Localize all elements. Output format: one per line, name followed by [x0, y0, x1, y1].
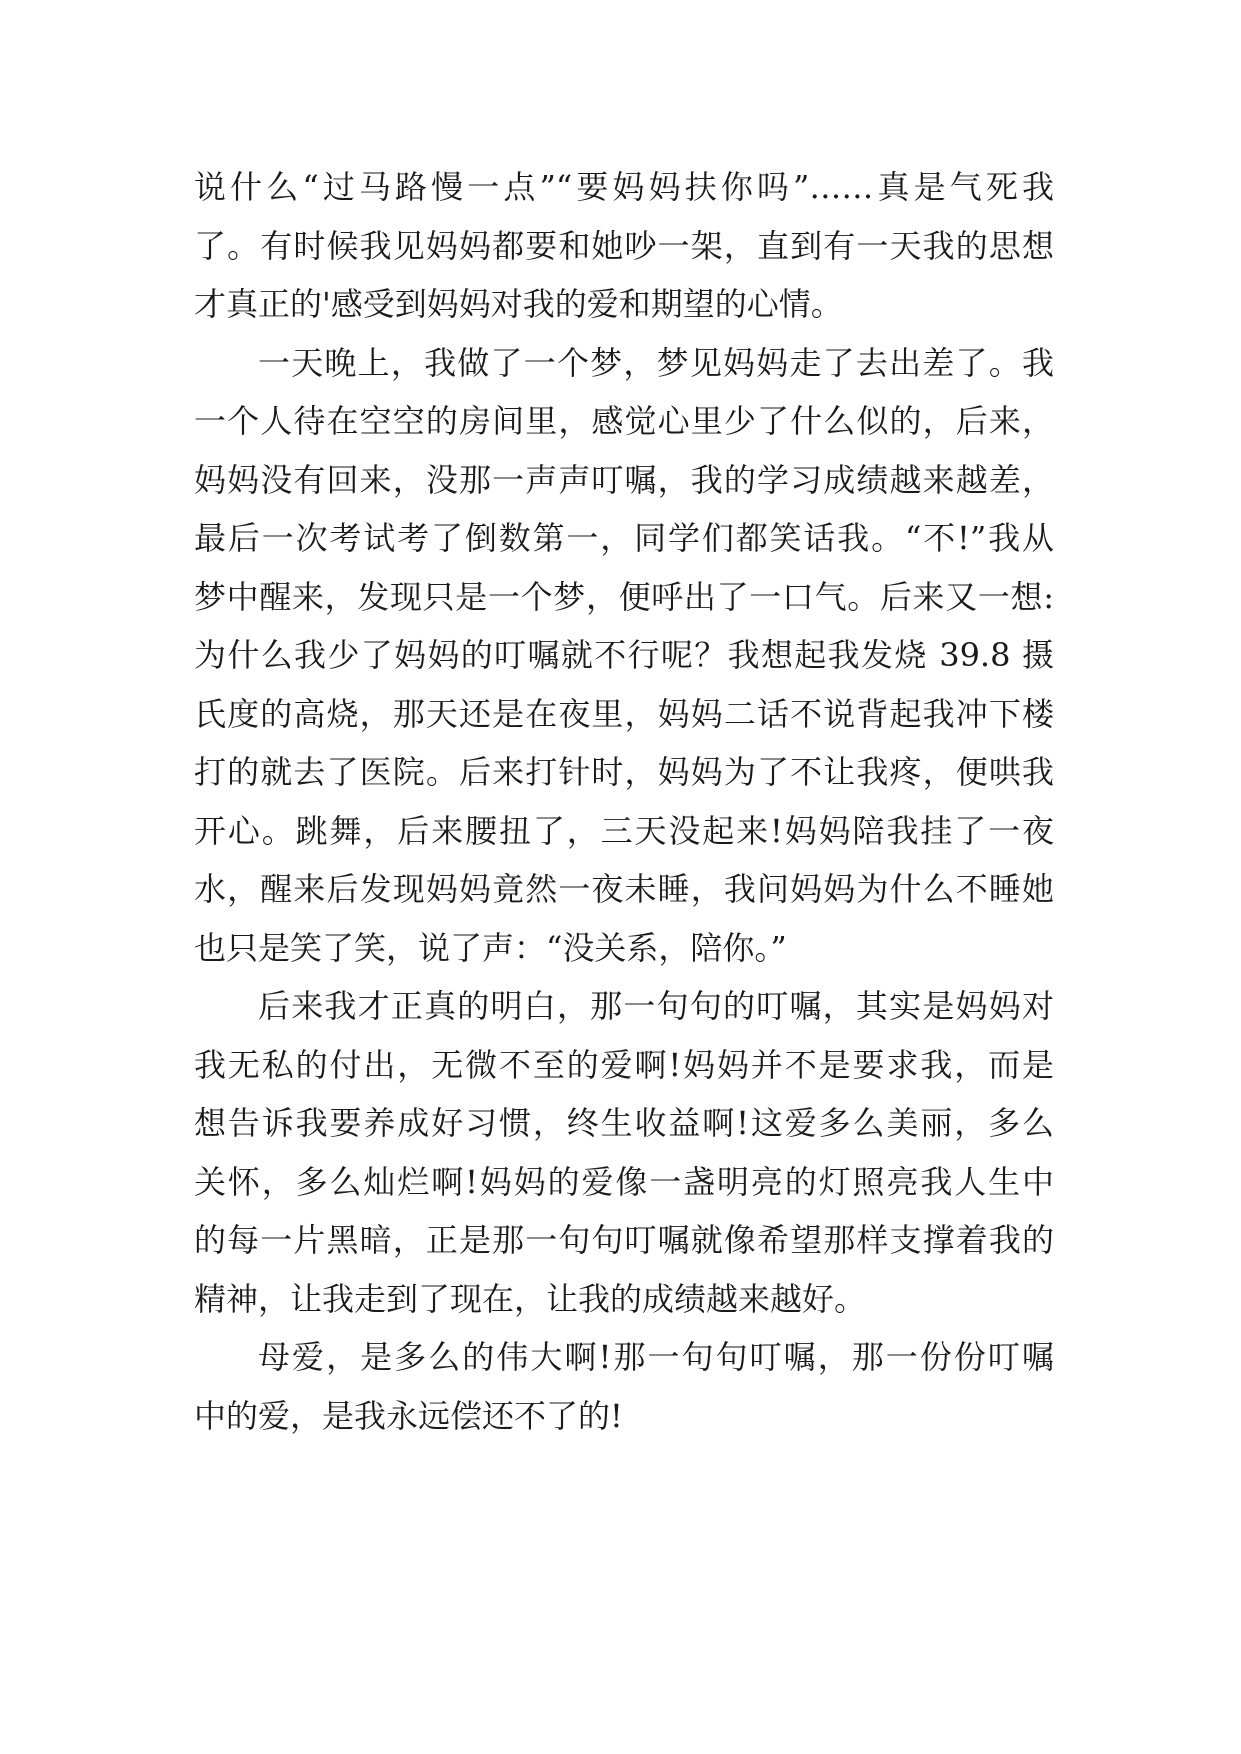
text-line: 打的就去了医院。后来打针时，妈妈为了不让我疼，便哄我: [194, 753, 1054, 791]
text-line: 想告诉我要养成好习惯，终生收益啊!这爱多么美丽，多么: [194, 1104, 1054, 1142]
text-line: 我无私的付出，无微不至的爱啊!妈妈并不是要求我，而是: [194, 1045, 1054, 1084]
text-line: 水，醒来后发现妈妈竟然一夜未睡，我问妈妈为什么不睡她: [194, 870, 1054, 908]
text-line: 的每一片黑暗，正是那一句句叮嘱就像希望那样支撑着我的: [194, 1221, 1054, 1259]
text-line: 关怀，多么灿烂啊!妈妈的爱像一盏明亮的灯照亮我人生中: [194, 1162, 1054, 1201]
paragraph-first-line: 后来我才正真的明白，那一句句的叮嘱，其实是妈妈对: [258, 987, 1054, 1025]
text-line: 开心。跳舞，后来腰扭了，三天没起来!妈妈陪我挂了一夜: [194, 811, 1054, 850]
text-line: 中的爱，是我永远偿还不了的!: [194, 1396, 623, 1435]
text-line: 为什么我少了妈妈的叮嘱就不行呢？我想起我发烧 39.8 摄: [194, 636, 1054, 674]
essay-body: [194, 158, 1054, 1445]
paragraph-first-line: 一天晚上，我做了一个梦，梦见妈妈走了去出差了。我: [258, 343, 1054, 382]
text-line: 了。有时候我见妈妈都要和她吵一架，直到有一天我的思想: [194, 226, 1054, 265]
paragraph-first-line: 母爱，是多么的伟大啊!那一句句叮嘱，那一份份叮嘱: [258, 1338, 1054, 1376]
text-line: 最后一次考试考了倒数第一，同学们都笑话我。“不!”我从: [194, 519, 1054, 557]
text-line: 才真正的'感受到妈妈对我的爱和期望的心情。: [194, 285, 843, 323]
text-line: 说什么“过马路慢一点”“要妈妈扶你吗”……真是气死我: [194, 168, 1054, 206]
text-line: 也只是笑了笑，说了声：“没关系，陪你。”: [194, 928, 787, 967]
text-line: 氏度的高烧，那天还是在夜里，妈妈二话不说背起我冲下楼: [194, 694, 1054, 733]
text-line: 梦中醒来，发现只是一个梦，便呼出了一口气。后来又一想:: [194, 577, 1054, 616]
text-line: 精神，让我走到了现在，让我的成绩越来越好。: [194, 1279, 867, 1318]
text-line: 妈妈没有回来，没那一声声叮嘱，我的学习成绩越来越差，: [194, 460, 1054, 499]
text-line: 一个人待在空空的房间里，感觉心里少了什么似的，后来，: [194, 402, 1054, 440]
